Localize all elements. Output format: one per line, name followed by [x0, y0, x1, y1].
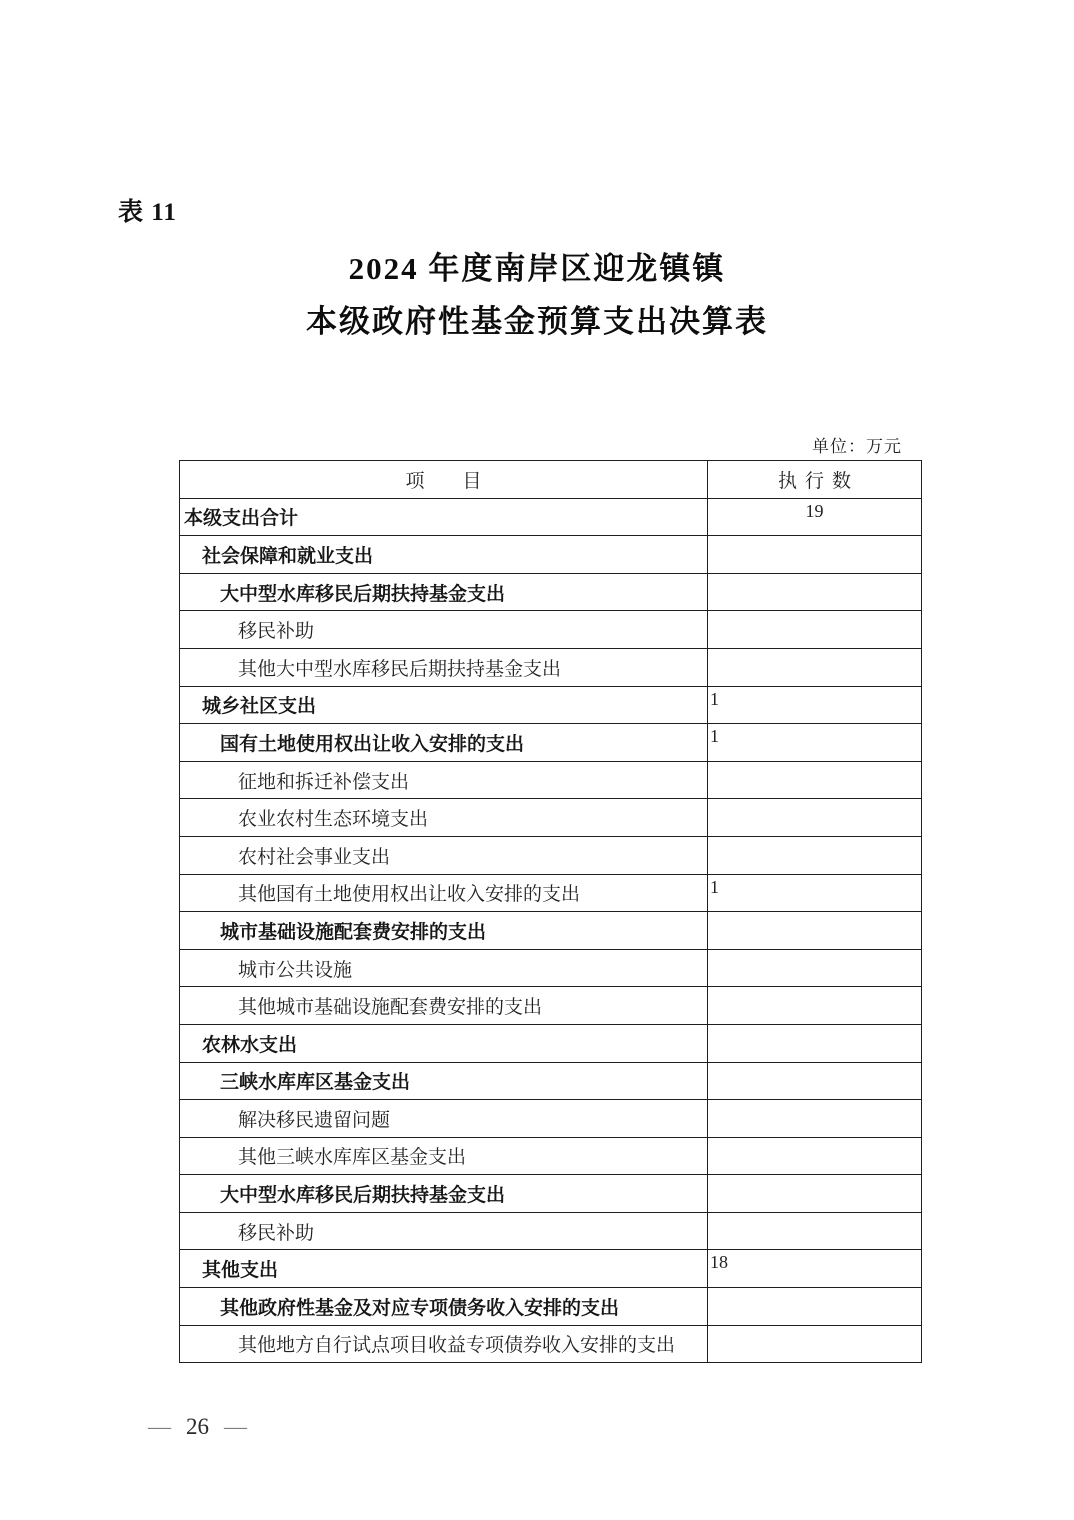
value-cell	[708, 1024, 922, 1062]
header-item-column: 项 目	[180, 461, 708, 499]
item-cell: 其他国有土地使用权出让收入安排的支出	[180, 874, 708, 912]
item-cell: 城市公共设施	[180, 949, 708, 987]
table-row	[180, 573, 922, 611]
unit-note: 单位：万元	[812, 437, 902, 456]
table-body	[180, 498, 922, 1363]
item-cell: 其他大中型水库移民后期扶持基金支出	[180, 648, 708, 686]
value-cell	[708, 1288, 922, 1326]
header-row	[180, 461, 922, 499]
value-cell	[708, 1100, 922, 1138]
value-cell	[708, 912, 922, 950]
item-cell: 社会保障和就业支出	[180, 536, 708, 574]
page-footer	[148, 1414, 247, 1440]
table-row	[180, 611, 922, 649]
header-value-column: 执行数	[708, 461, 922, 499]
value-cell: 1	[708, 686, 922, 724]
item-cell: 城乡社区支出	[180, 686, 708, 724]
item-cell: 城市基础设施配套费安排的支出	[180, 912, 708, 950]
footer-dash-right: —	[224, 1414, 247, 1439]
value-cell	[708, 1212, 922, 1250]
table-row	[180, 1175, 922, 1213]
item-cell: 征地和拆迁补偿支出	[180, 761, 708, 799]
value-cell	[708, 799, 922, 837]
item-cell: 大中型水库移民后期扶持基金支出	[180, 1175, 708, 1213]
table-row	[180, 836, 922, 874]
table-label: 表 11	[118, 199, 177, 226]
table-row	[180, 987, 922, 1025]
table-header	[180, 461, 922, 499]
table-row	[180, 1288, 922, 1326]
table-row	[180, 1100, 922, 1138]
table-row	[180, 724, 922, 762]
table-row	[180, 912, 922, 950]
item-cell: 解决移民遗留问题	[180, 1100, 708, 1138]
value-cell	[708, 573, 922, 611]
table-row	[180, 498, 922, 536]
value-cell	[708, 949, 922, 987]
item-cell: 其他支出	[180, 1250, 708, 1288]
item-cell: 本级支出合计	[180, 498, 708, 536]
value-cell	[708, 761, 922, 799]
table-row	[180, 1250, 922, 1288]
item-cell: 农业农村生态环境支出	[180, 799, 708, 837]
table-row	[180, 648, 922, 686]
item-cell: 其他政府性基金及对应专项债务收入安排的支出	[180, 1288, 708, 1326]
document-title	[0, 242, 1074, 348]
value-cell	[708, 1175, 922, 1213]
table-row	[180, 686, 922, 724]
table-row	[180, 1137, 922, 1175]
item-cell: 其他三峡水库库区基金支出	[180, 1137, 708, 1175]
value-cell	[708, 1325, 922, 1363]
value-cell	[708, 1137, 922, 1175]
value-cell	[708, 1062, 922, 1100]
value-cell: 18	[708, 1250, 922, 1288]
table-row	[180, 1212, 922, 1250]
table-row	[180, 874, 922, 912]
budget-table	[179, 460, 922, 1363]
item-cell: 三峡水库库区基金支出	[180, 1062, 708, 1100]
table-row	[180, 761, 922, 799]
item-cell: 移民补助	[180, 611, 708, 649]
value-cell	[708, 987, 922, 1025]
value-cell: 1	[708, 724, 922, 762]
value-cell	[708, 611, 922, 649]
table-row	[180, 1024, 922, 1062]
value-cell	[708, 536, 922, 574]
item-cell: 其他地方自行试点项目收益专项债券收入安排的支出	[180, 1325, 708, 1363]
item-cell: 其他城市基础设施配套费安排的支出	[180, 987, 708, 1025]
page-number: 26	[186, 1414, 209, 1439]
title-line-1: 2024 年度南岸区迎龙镇镇	[348, 251, 726, 286]
table-row	[180, 799, 922, 837]
value-cell	[708, 836, 922, 874]
value-cell	[708, 648, 922, 686]
table-row	[180, 1325, 922, 1363]
item-cell: 农村社会事业支出	[180, 836, 708, 874]
title-line-2: 本级政府性基金预算支出决算表	[306, 304, 768, 339]
table-row	[180, 536, 922, 574]
item-cell: 移民补助	[180, 1212, 708, 1250]
table-row	[180, 949, 922, 987]
value-cell: 19	[708, 498, 922, 536]
item-cell: 大中型水库移民后期扶持基金支出	[180, 573, 708, 611]
table-row	[180, 1062, 922, 1100]
footer-dash-left: —	[148, 1414, 171, 1439]
item-cell: 国有土地使用权出让收入安排的支出	[180, 724, 708, 762]
item-cell: 农林水支出	[180, 1024, 708, 1062]
value-cell: 1	[708, 874, 922, 912]
